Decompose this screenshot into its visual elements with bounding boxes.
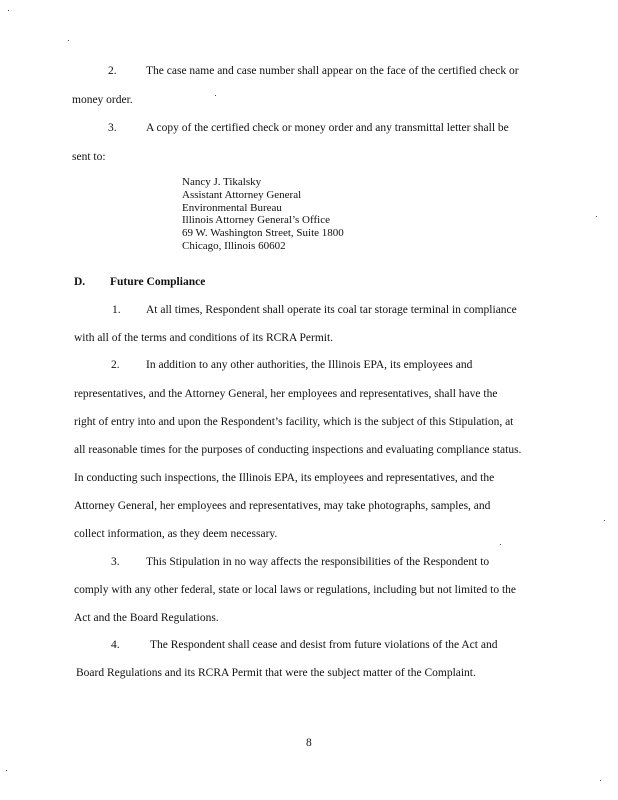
paragraph-text: A copy of the certified check or money order and any transmittal letter shall be	[146, 122, 509, 134]
address-block	[182, 176, 344, 253]
paragraph-text: right of entry into and upon the Respondent’s facility, which is the subject of this Stipulation, at	[74, 416, 514, 428]
paragraph-number: 2.	[111, 359, 120, 371]
paragraph-text: Attorney General, her employees and representatives, may take photographs, samples, and	[74, 500, 491, 512]
page-number: 8	[306, 737, 312, 749]
paragraph-text: The case name and case number shall appear on the face of the certified check or	[146, 65, 519, 77]
paragraph-number: 3.	[111, 556, 120, 568]
address-line: Assistant Attorney General	[182, 188, 302, 201]
paragraph-number: 2.	[108, 65, 117, 77]
paragraph-text: Act and the Board Regulations.	[74, 612, 219, 624]
address-line: 69 W. Washington Street, Suite 1800	[182, 227, 344, 240]
paragraph-text: money order.	[72, 94, 133, 106]
scan-speck	[600, 780, 601, 781]
paragraph-text: The Respondent shall cease and desist from future violations of the Act and	[150, 639, 498, 651]
paragraph-text: comply with any other federal, state or local laws or regulations, including but not limited to the	[74, 584, 517, 596]
paragraph-text: In conducting such inspections, the Illinois EPA, its employees and representatives, and the	[74, 472, 495, 484]
paragraph-text: sent to:	[72, 151, 106, 163]
paragraph-text: In addition to any other authorities, the Illinois EPA, its employees and	[146, 359, 473, 371]
paragraph-number: 3.	[108, 122, 117, 134]
address-line: Illinois Attorney General’s Office	[182, 214, 330, 227]
paragraph-text: At all times, Respondent shall operate its coal tar storage terminal in compliance	[146, 304, 517, 316]
scan-speck	[500, 544, 501, 545]
scan-speck	[596, 216, 597, 217]
scan-speck	[8, 10, 9, 11]
scan-speck	[6, 770, 7, 771]
section-letter: D.	[74, 276, 86, 288]
address-line: Chicago, Illinois 60602	[182, 239, 286, 252]
paragraph-number: 4.	[111, 639, 120, 651]
section-heading: Future Compliance	[110, 276, 206, 288]
paragraph-number: 1.	[112, 304, 121, 316]
paragraph-text: This Stipulation in no way affects the responsibilities of the Respondent to	[146, 556, 490, 568]
scan-speck	[215, 95, 216, 96]
paragraph-text: representatives, and the Attorney General, her employees and representatives, shall have the	[74, 388, 498, 400]
address-line: Nancy J. Tikalsky	[182, 176, 262, 188]
address-line: Environmental Bureau	[182, 201, 282, 214]
scan-speck	[604, 520, 605, 521]
paragraph-text: all reasonable times for the purposes of conducting inspections and evaluating compliance status.	[74, 444, 522, 456]
paragraph-text: Board Regulations and its RCRA Permit that were the subject matter of the Complaint.	[76, 667, 476, 679]
paragraph-text: with all of the terms and conditions of its RCRA Permit.	[74, 332, 334, 344]
paragraph-text: collect information, as they deem necessary.	[74, 528, 278, 540]
scan-speck	[68, 40, 69, 41]
